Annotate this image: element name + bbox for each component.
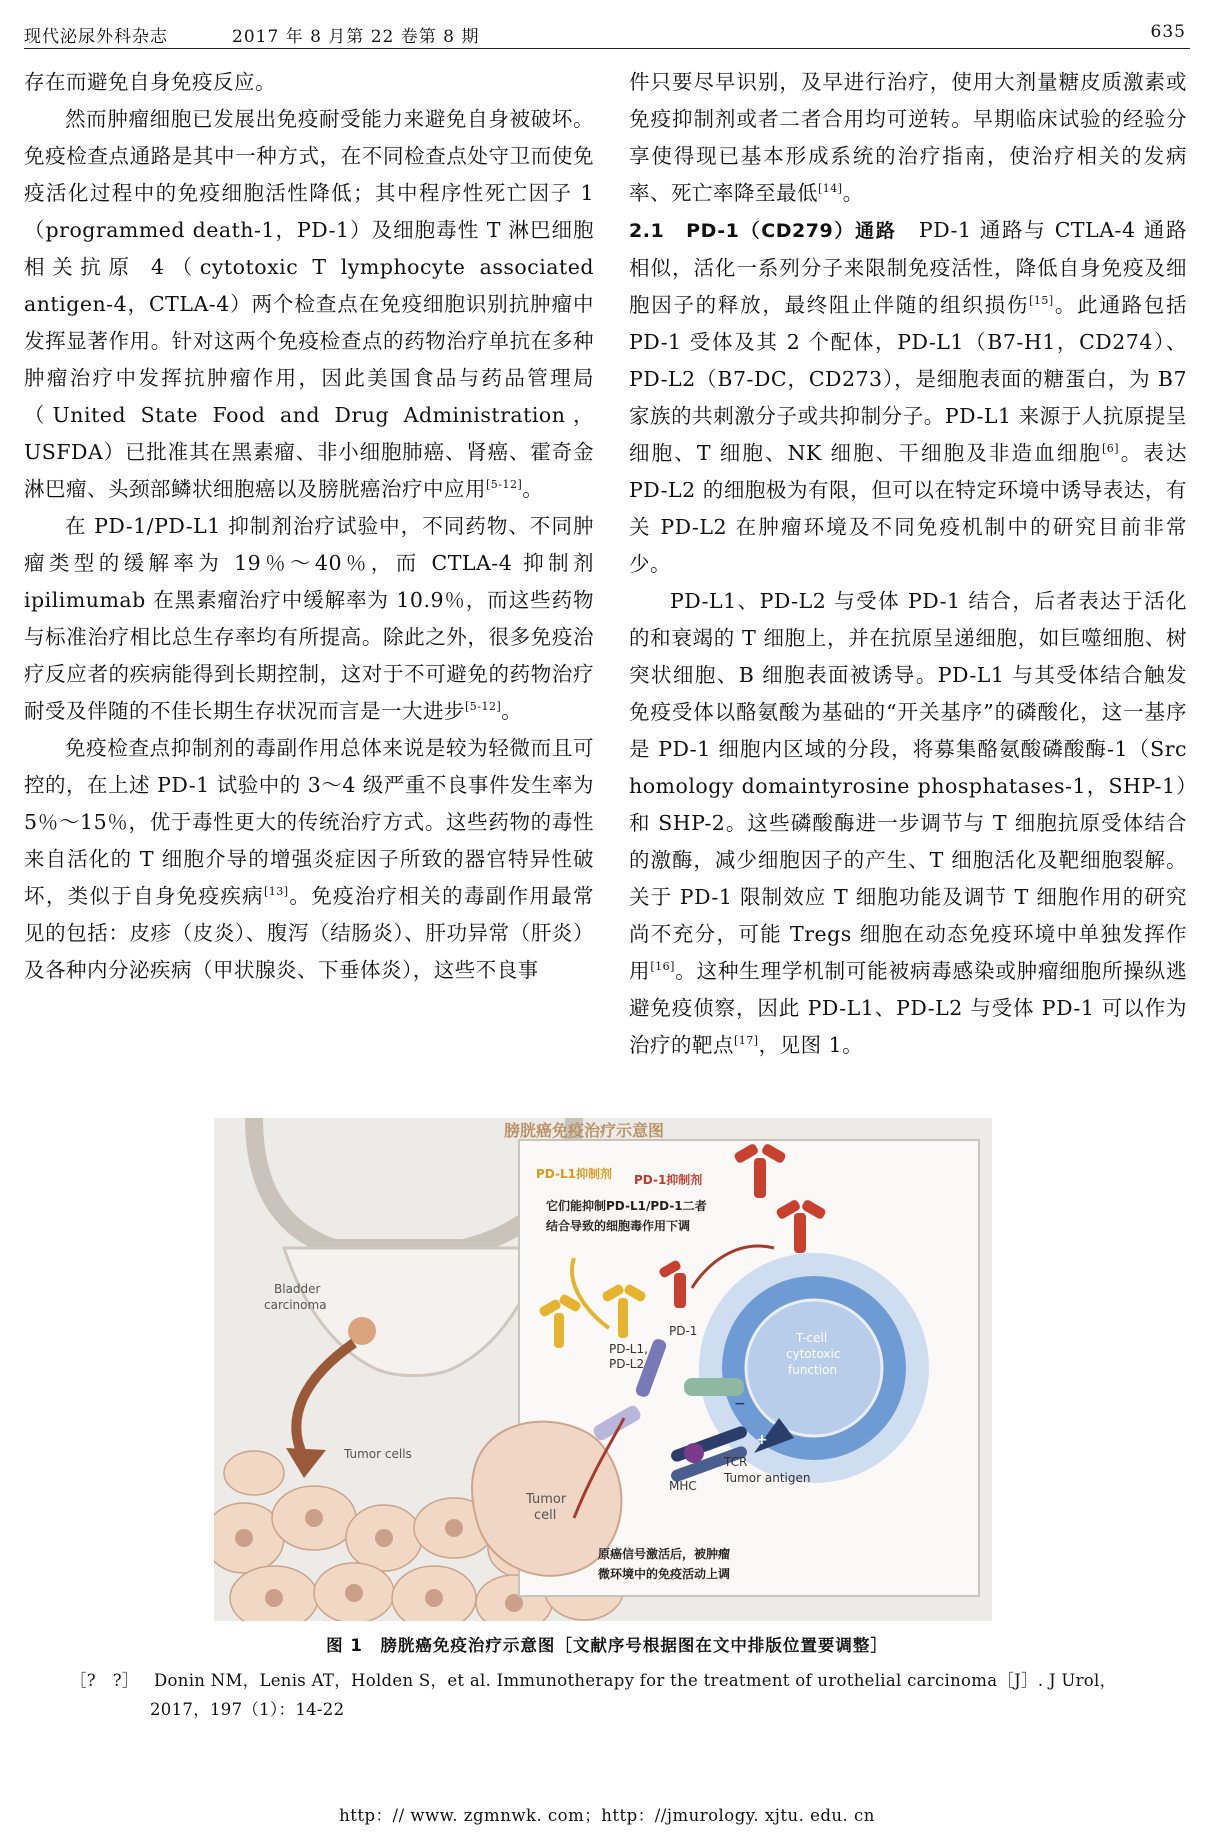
paragraph: 免疫检查点抑制剂的毒副作用总体来说是较为轻微而且可控的，在上述 PD-1 试验中的 3～4 级严重不良事件发生率为 5％～15％，优于毒性更大的传统治疗方式。这些药物的毒性来自活化的 T 细胞介导的增强炎症因子所致的器官特异性破坏，类似于自身免疫疾病[13]。免疫治疗相关的毒副作用最常见的包括：皮疹（皮炎）、腹泻（结肠炎）、肝功异常（肝炎）及各种内分泌疾病（甲状腺炎、下垂体炎），这些不良事: [24, 736, 595, 982]
page-number: 635: [1150, 22, 1186, 42]
journal-name: 现代泌尿外科杂志: [24, 27, 168, 47]
bladder-label-2: carcinoma: [264, 1298, 327, 1312]
citation[interactable]: [13]: [263, 885, 289, 899]
figure-title: 膀胱癌免疫治疗示意图: [504, 1121, 665, 1140]
bottom-note-1: 原癌信号激活后，被肿瘤: [598, 1547, 731, 1561]
tumor-cell-label-2: cell: [534, 1508, 557, 1523]
pdl-label-1: PD-L1,: [609, 1342, 648, 1356]
right-column: [629, 64, 1187, 1064]
bladder-label-1: Bladder: [274, 1282, 321, 1296]
reference-line-2: 2017，197（1）：14-22: [150, 1700, 345, 1719]
citation[interactable]: [6]: [1102, 442, 1120, 456]
citation[interactable]: [17]: [734, 1034, 759, 1048]
citation[interactable]: [5-12]: [465, 700, 502, 714]
footer-urls[interactable]: http：// www. zgmnwk. com；http：//jmurology. xjtu. edu. cn: [339, 1806, 875, 1825]
figure-1: [214, 1118, 992, 1621]
paragraph: 存在而避免自身免疫反应。: [24, 70, 276, 94]
reference-line-1: Donin NM，Lenis AT，Holden S，et al. Immunotherapy for the treatment of urothelial carcinoma［J］. J Urol，: [154, 1671, 1117, 1690]
tumor-cell-label-1: Tumor: [526, 1492, 567, 1507]
section-title: 2.1 PD-1（CD279）通路: [629, 220, 897, 242]
pdl-label-2: PD-L2: [609, 1357, 645, 1371]
pd1-inhibitor-label: PD-1抑制剂: [634, 1173, 703, 1187]
citation[interactable]: [15]: [1029, 294, 1054, 308]
tcell-label-3: function: [788, 1363, 838, 1377]
left-column: [24, 64, 594, 989]
figure-caption: 图 1 膀胱癌免疫治疗示意图［文献序号根据图在文中排版位置要调整］: [326, 1636, 888, 1655]
inhibitor-note-line1: 它们能抑制PD-L1/PD-1二者: [546, 1199, 707, 1213]
immunotherapy-diagram: [214, 1118, 992, 1621]
running-header: [24, 18, 1190, 49]
inhibitor-note-line2: 结合导致的细胞毒作用下调: [546, 1219, 691, 1233]
pdl1-inhibitor-label: PD-L1抑制剂: [536, 1167, 612, 1181]
paragraph: 然而肿瘤细胞已发展出免疫耐受能力来避免自身被破坏。免疫检查点通路是其中一种方式，在不同检查点处守卫而使免疫活化过程中的免疫细胞活性降低；其中程序性死亡因子 1（programmed death-1，PD-1）及细胞毒性 T 淋巴细胞相关抗原 4（cytotoxic T lymphocyte associated antigen-4，CTLA-4）两个检查点在免疫细胞识别抗肿瘤中发挥显著作用。针对这两个免疫检查点的药物治疗单抗在多种肿瘤治疗中发挥抗肿瘤作用，因此美国食品与药品管理局（United State Food and Drug Administration，USFDA）已批准其在黑素瘤、非小细胞肺癌、肾癌、霍奇金淋巴瘤、头颈部鳞状细胞癌以及膀胱癌治疗中应用[5-12]。: [24, 107, 594, 501]
minus-sign: −: [734, 1396, 746, 1412]
paragraph: 在 PD-1/PD-L1 抑制剂治疗试验中，不同药物、不同肿瘤类型的缓解率为 19％～40％，而 CTLA-4 抑制剂 ipilimumab 在黑素瘤治疗中缓解率为 10.9％，而这些药物与标准治疗相比总生存率均有所提高。除此之外，很多免疫治疗反应者的疾病能得到长期控制，这对于不可避免的药物治疗耐受及伴随的不佳长期生存状况而言是一大进步[5-12]。: [24, 514, 594, 723]
pd1-label: PD-1: [669, 1324, 698, 1338]
issue-info: 2017 年 8 月第 22 卷第 8 期: [232, 27, 480, 47]
citation[interactable]: [14]: [818, 182, 843, 196]
tcell-label-1: T-cell: [796, 1331, 828, 1345]
reference-marker: ［? ?］: [70, 1671, 139, 1690]
tcr-label: TCR: [724, 1455, 748, 1469]
bottom-note-2: 微环境中的免疫活动上调: [598, 1567, 731, 1581]
tumor-antigen-label: Tumor antigen: [724, 1471, 811, 1485]
reference-entry: [70, 1666, 1180, 1724]
mhc-label: MHC: [669, 1479, 697, 1493]
citation[interactable]: [16]: [650, 960, 675, 974]
plus-sign: +: [756, 1432, 768, 1448]
paragraph: PD-L1、PD-L2 与受体 PD-1 结合，后者表达于活化的和衰竭的 T 细胞上，并在抗原呈递细胞，如巨噬细胞、树突状细胞、B 细胞表面被诱导。PD-L1 与其受体结合触发免疫受体以酪氨酸为基础的“开关基序”的磷酸化，这一基序是 PD-1 细胞内区域的分段，将募集酪氨酸磷酸酶-1（Src homology domaintyrosine phosphatases-1，SHP-1）和 SHP-2。这些磷酸酶进一步调节与 T 细胞抗原受体结合的激酶，减少细胞因子的产生、T 细胞活化及靶细胞裂解。关于 PD-1 限制效应 T 细胞功能及调节 T 细胞作用的研究尚不充分，可能 Tregs 细胞在动态免疫环境中单独发挥作用[16]。这种生理学机制可能被病毒感染或肿瘤细胞所操纵逃避免疫侦察，因此 PD-L1、PD-L2 与受体 PD-1 可以作为治疗的靶点[17]，见图 1。: [629, 589, 1188, 1057]
paragraph: 件只要尽早识别，及早进行治疗，使用大剂量糖皮质激素或免疫抑制剂或者二者合用均可逆转。早期临床试验的经验分享使得现已基本形成系统的治疗指南，使治疗相关的发病率、死亡率降至最低[14]。: [629, 70, 1187, 205]
citation[interactable]: [5-12]: [486, 478, 523, 492]
tcell-label-2: cytotoxic: [786, 1347, 841, 1361]
paragraph: 2.1 PD-1（CD279）通路 PD-1 通路与 CTLA-4 通路相似，活化一系列分子来限制免疫活性，降低自身免疫及细胞因子的释放，最终阻止伴随的组织损伤[15]。此通路包括 PD-1 受体及其 2 个配体，PD-L1（B7-H1，CD274）、PD-L2（B7-DC，CD273），是细胞表面的糖蛋白，为 B7 家族的共刺激分子或共抑制分子。PD-L1 来源于人抗原提呈细胞、T 细胞、NK 细胞、干细胞及非造血细胞[6]。表达 PD-L2 的细胞极为有限，但可以在特定环境中诱导表达，有关 PD-L2 在肿瘤环境及不同免疫机制中的研究目前非常少。: [629, 218, 1188, 576]
tumor-cells-label: Tumor cells: [344, 1447, 412, 1461]
